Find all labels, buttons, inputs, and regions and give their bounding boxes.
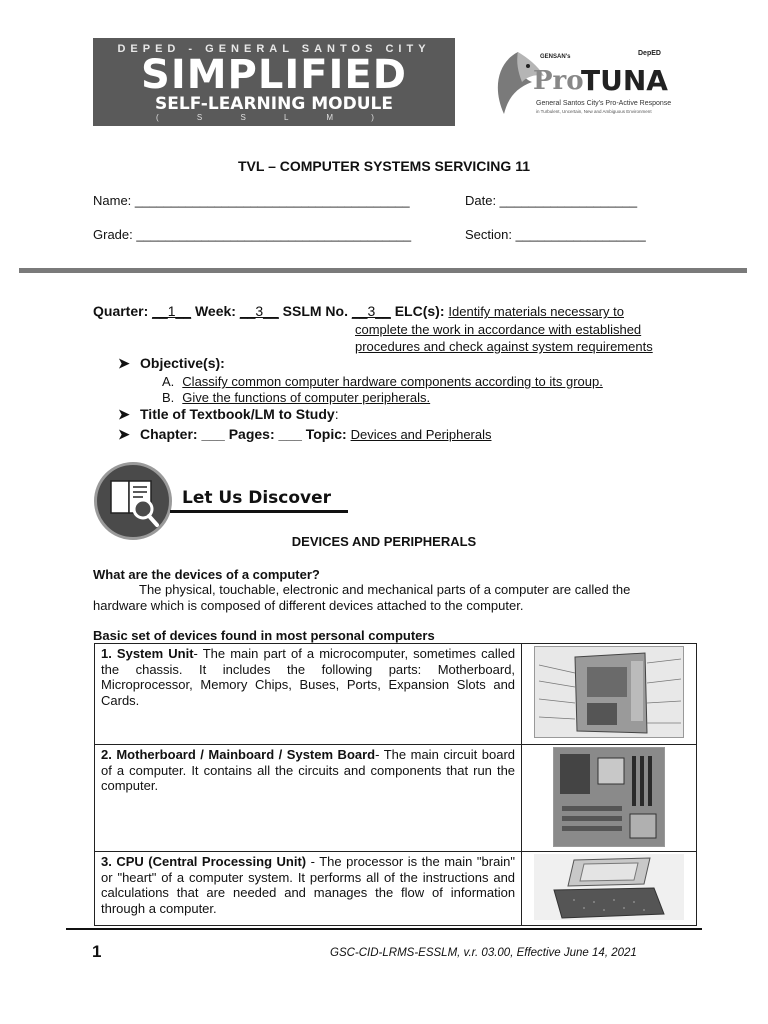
footer-code: GSC-CID-LRMS-ESSLM, v.r. 03.00, Effective June 14, 2021 bbox=[330, 947, 637, 959]
objectives-heading bbox=[118, 355, 225, 372]
device-name: 1. System Unit bbox=[101, 646, 194, 661]
textbook-label: Title of Textbook/LM to Study bbox=[140, 406, 335, 422]
logo-gensan: GENSAN's bbox=[540, 54, 571, 60]
grade-field: Grade: ______________________________________ bbox=[93, 227, 412, 242]
discover-title: Let Us Discover bbox=[182, 488, 332, 508]
device-desc: - The main circuit board of a computer. It contains all the circuits and components that run the computer. bbox=[101, 747, 516, 793]
name-field: Name: ______________________________________ bbox=[93, 193, 410, 208]
objective-a-text: Classify common computer hardware components according to its group. bbox=[182, 374, 603, 389]
footer-divider bbox=[66, 928, 702, 930]
device-name: 3. CPU (Central Processing Unit) bbox=[101, 854, 307, 869]
logo-deped: DepED bbox=[638, 50, 661, 57]
cpu-icon bbox=[534, 854, 684, 920]
protuna-logo bbox=[488, 48, 678, 123]
week-value: __3__ bbox=[239, 303, 279, 319]
device-desc: - The processor is the main "brain" or "heart" of a computer system. It performs all of the instructions and calculations that are needed and manages the flow of information through a computer. bbox=[101, 854, 516, 916]
device-description bbox=[95, 644, 522, 745]
discover-badge bbox=[94, 462, 172, 540]
table-row bbox=[95, 644, 697, 745]
elc-text-2: complete the work in accordance with established bbox=[355, 322, 642, 337]
banner-acronym: ( S S L M ) bbox=[156, 113, 392, 122]
system-unit-icon bbox=[535, 647, 684, 738]
logo-tagline-2: in Turbulent, Uncertain, New and Ambiguous Environment bbox=[536, 109, 652, 114]
chapter-label: Chapter: ___ Pages: ___ Topic: bbox=[140, 426, 347, 442]
table-row bbox=[95, 852, 697, 926]
quarter-line bbox=[93, 303, 624, 319]
discover-underline bbox=[170, 510, 348, 513]
logo-tuna: TUNA bbox=[581, 64, 668, 97]
quarter-value: __1__ bbox=[152, 303, 192, 319]
chapter-topic: Devices and Peripherals bbox=[350, 427, 492, 442]
module-title: TVL – COMPUTER SYSTEMS SERVICING 11 bbox=[238, 158, 530, 174]
elc-text-3: procedures and check against system requirements bbox=[355, 339, 653, 354]
motherboard-image bbox=[553, 747, 665, 847]
device-description bbox=[95, 852, 522, 926]
objectives-label: Objective(s): bbox=[140, 355, 225, 371]
devices-table bbox=[94, 643, 697, 926]
section-heading: DEVICES AND PERIPHERALS bbox=[291, 534, 477, 549]
chapter-heading bbox=[118, 426, 492, 443]
book-magnifier-icon bbox=[97, 465, 169, 537]
device-description bbox=[95, 745, 522, 852]
arrow-bullet-icon: ➤ bbox=[118, 426, 130, 442]
banner-division: DEPED - GENERAL SANTOS CITY bbox=[117, 43, 431, 55]
objective-b-text: Give the functions of computer peripherals. bbox=[182, 390, 431, 405]
page-number: 1 bbox=[92, 942, 102, 961]
banner-subtitle: SELF-LEARNING MODULE bbox=[155, 94, 393, 114]
sslm-banner bbox=[93, 38, 455, 126]
week-label: Week: bbox=[194, 303, 236, 319]
device-desc: - The main part of a microcomputer, sometimes called the chassis. It includes the following parts: Motherboard, Microprocessor, Memory Chips, Buses, Ports, Expansion Slots and Cards. bbox=[101, 646, 516, 708]
sslm-label: SSLM No. bbox=[282, 303, 348, 319]
elc-text-1: Identify materials necessary to bbox=[448, 304, 624, 319]
date-field: Date: ___________________ bbox=[465, 193, 638, 208]
objective-a-letter: A. bbox=[162, 374, 175, 389]
device-name: 2. Motherboard / Mainboard / System Board bbox=[101, 747, 376, 762]
quarter-label: Quarter: bbox=[93, 303, 149, 319]
device-image-cell bbox=[522, 745, 697, 852]
sslm-value: __3__ bbox=[351, 303, 391, 319]
cpu-image bbox=[534, 854, 684, 920]
arrow-bullet-icon: ➤ bbox=[118, 355, 130, 371]
motherboard-icon bbox=[554, 748, 665, 847]
devices-question: What are the devices of a computer? bbox=[93, 567, 320, 582]
arrow-bullet-icon: ➤ bbox=[118, 406, 130, 422]
logo-tagline: General Santos City's Pro-Active Response bbox=[536, 100, 672, 107]
section-field: Section: __________________ bbox=[465, 227, 646, 242]
elc-label: ELC(s): bbox=[394, 303, 445, 319]
objective-b bbox=[162, 390, 430, 405]
table-row bbox=[95, 745, 697, 852]
objective-b-letter: B. bbox=[162, 390, 175, 405]
hardware-paragraph: The physical, touchable, electronic and mechanical parts of a computer are called the hardware which is composed of different devices attached to the computer. bbox=[93, 582, 631, 613]
system-unit-image bbox=[534, 646, 684, 738]
textbook-heading bbox=[118, 406, 339, 423]
device-image-cell bbox=[522, 644, 697, 745]
objective-a bbox=[162, 374, 603, 389]
basic-devices-title: Basic set of devices found in most personal computers bbox=[93, 628, 435, 643]
banner-title: SIMPLIFIED bbox=[141, 52, 407, 98]
header-divider bbox=[19, 268, 747, 273]
logo-pro: Pro bbox=[533, 66, 584, 96]
device-image-cell bbox=[522, 852, 697, 926]
textbook-colon: : bbox=[334, 406, 339, 422]
